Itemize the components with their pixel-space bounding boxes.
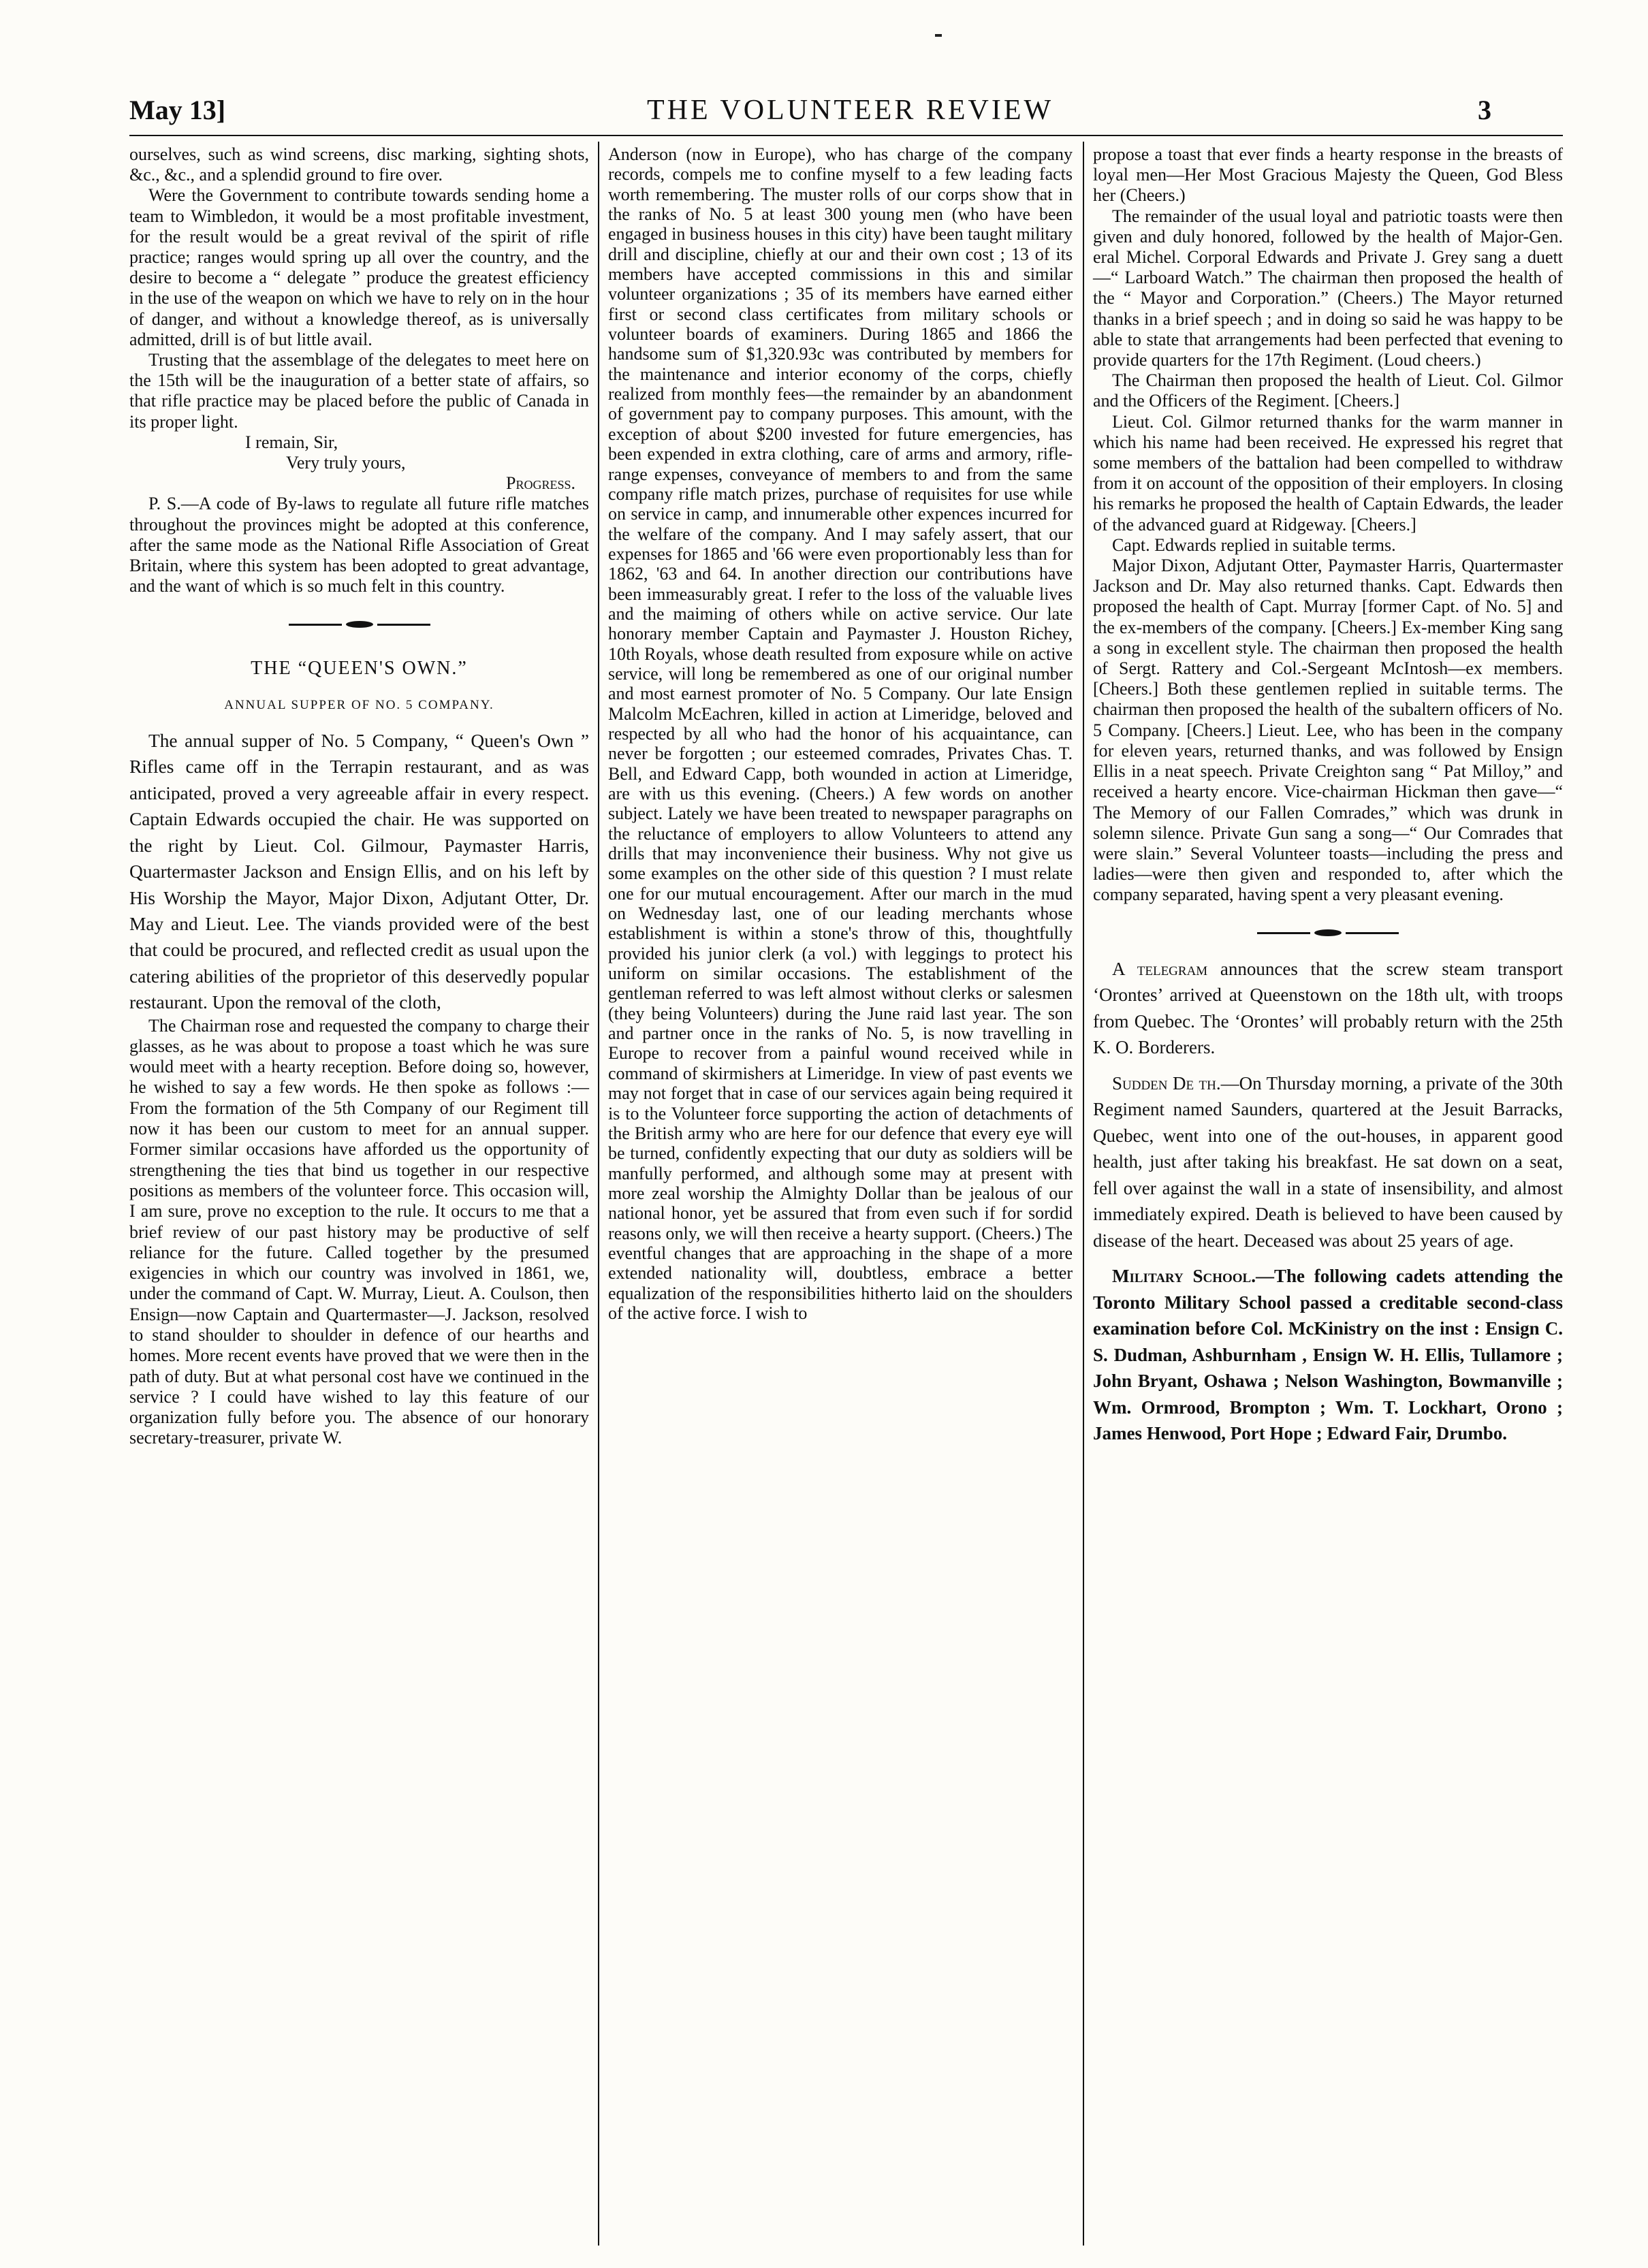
column-three [1093, 144, 1563, 1447]
article-paragraph: The Chairman then proposed the health of Lieut. Col. Gilmor and the Officers of the Regiment. [Cheers.] [1093, 370, 1563, 411]
masthead-rule [129, 135, 1563, 136]
letter-closing: Very truly yours, [286, 453, 406, 473]
issue-date: May 13] [129, 95, 226, 125]
publication-title: THE VOLUNTEER REVIEW [647, 95, 1054, 126]
news-item-military-school [1093, 1263, 1563, 1447]
masthead [129, 94, 1491, 135]
article-paragraph: Major Dixon, Adjutant Otter, Paymaster Harris, Quartermaster Jackson and Dr. May also returned thanks. Capt. Edwards then proposed the health of Capt. Murray [former Capt. of No. 5] and the ex-members of the company. [Cheers.] Ex-member King sang a song in excellent style. The chairman then proposed the health of Sergt. Rattery and Col.-Sergeant McIntosh—ex members. [Cheers.] Both these gentlemen replied in suitable terms. The chairman then proposed the health of the subaltern officers of No. 5 Company. [Cheers.] Lieut. Lee, who has been in the company for eleven years, returned thanks, and was followed by Ensign Ellis in a neat speech. Private Creighton sang “ Pat Milloy,” and received a hearty encore. Vice-chairman Hickman then gave—“ The Memory of our Fallen Comrades,” which was drunk in solemn silence. Private Gun sang a song—“ Our Comrades that were slain.” Several Volunteer toasts—including the press and ladies—were then given and responded to, after which the company separated, having spent a very pleasant evening. [1093, 556, 1563, 905]
column-divider-1 [598, 142, 599, 2246]
letter-paragraph: Were the Government to contribute towards sending home a team to Wimbledon, it would be a most profitable investment, for the result would be a great revival of the spirit of rifle practice; ranges would spring up all over the country, and the desire to become a “ delegate ” produce the greatest efficiency in the use of the weapon on which we have to rely on in the hour of danger, and without a knowledge thereof, as is universally admitted, drill is of but little avail. [129, 185, 589, 349]
print-mark [935, 34, 942, 37]
news-item-lead: Military School. [1112, 1266, 1256, 1287]
article-paragraph: The annual supper of No. 5 Company, “ Queen's Own ” Rifles came off in the Terrapin restaurant, and as was anticipated, proved a very agreeable affair in every respect. Captain Edwards occupied the chair. He was supported on the right by Lieut. Col. Gilmour, Paymaster Harris, Quartermaster Jackson and Ensign Ellis, and on his left by His Worship the Mayor, Major Dixon, Adjutant Otter, Dr. May and Lieut. Lee. The viands provided were of the best that could be procured, and reflected credit as usual upon the catering abilities of the proprietor of this deservedly popular restaurant. Upon the removal of the cloth, [129, 731, 589, 1013]
letter-paragraph: ourselves, such as wind screens, disc marking, sighting shots, &c., &c., and a splendid ground to fire over. [129, 144, 589, 185]
news-item-lead: Sudden De th. [1112, 1072, 1221, 1093]
article-paragraph: The remainder of the usual loyal and patriotic toasts were then given and duly honored, followed by the health of Major-Gen. eral Michel. Corporal Edwards and Private J. Grey sang a duett—“ Larboard Watch.” The chairman then proposed the health of the “ Mayor and Corporation.” (Cheers.) The Mayor returned thanks in a brief speech ; and in doing so said he was happy to be able to state that arrangements had been perfected that evening to provide quarters for the 17th Regiment. (Loud cheers.) [1093, 206, 1563, 370]
article-paragraph: The Chairman rose and requested the company to charge their glasses, as he was about to propose a toast which he was sure would meet with a hearty reception. Before doing so, however, he wished to say a few words. He then spoke as follows :— From the formation of the 5th Company of our Regiment till now it has been our custom to meet for an annual supper. Former similar occasions have afforded us the opportunity of strengthening the ties that bind us together in our respective positions as members of the volunteer force. This occasion will, I am sure, prove no exception to the rule. It occurs to me that a brief review of our past history may be productive of self reliance for the future. Called together by the presumed exigencies in which our country was involved in 1861, we, under the command of Capt. W. Murray, Lieut. A. Coulson, then Ensign—now Captain and Quartermaster—J. Jackson, resolved to stand shoulder to shoulder in defence of our hearths and homes. More recent events have proved that we were then in the path of duty. But at what personal cost have we continued in the service ? I could have wished to lay this feature of our organization fully before you. The absence of our honorary secretary-treasurer, private W. [129, 1015, 589, 1448]
article-paragraph: Anderson (now in Europe), who has charge of the company records, compels me to confine myself to a few leading facts worth remembering. The muster rolls of our corps show that in the ranks of No. 5 at least 300 young men (who have been engaged in business houses in this city) have been taught military drill and discipline, chiefly at our and their own cost ; 13 of its members have accepted commissions in this and similar volunteer organizations ; 35 of its members have earned either first or second class certificates from military schools or volunteer boards of examiners. During 1865 and 1866 the handsome sum of $1,320.93c was contributed by members for the maintenance and interior economy of the corps, chiefly realized from monthly fees—the remainder by an abandonment of government pay to company purposes. This amount, with the exception of about $200 invested for future emergencies, has been expended in extra clothing, care of arms and armory, rifle-range expenses, conveyance of members to and from the same company rifle match prizes, purchase of requisites for use while on service in camp, and innumerable other expences incurred for the welfare of the company. And I may safely assert, that our expenses for 1865 and '66 were even proportionably less than for 1862, '63 and 64. In another direction our contributions have been immeasurably great. I refer to the loss of the valuable lives and the maiming of others while on active service. Our late honorary member Captain and Paymaster J. Houston Richey, 10th Royals, whose death resulted from exposure while on active service, will long be remembered as one of our original number and most earnest promoter of No. 5 Company. Our late Ensign Malcolm McEachren, killed in action at Limeridge, beloved and respected by all who had the honor of his acquaintance, can never be forgotten ; our esteemed comrades, Privates Chas. T. Bell, and Edward Capp, both wounded in action at Limeridge, are with us this evening. (Cheers.) A few words on another subject. Lately we have been treated to newspaper paragraphs on the reluctance of employers to allow Volunteers to attend any drills that may inconvenience their business. Why not give us some examples on the other side of this question ? I must relate one for our mutual encouragement. After our march in the mud on Wednesday last, one of our leading merchants whose establishment is within a stone's throw of this, thoughtfully provided his junior clerk (a vol.) with leggings to protect his uniform on similar occasions. The establishment of the gentleman referred to was left almost without clerks or salesmen (they being Volunteers) during the June raid last year. The son and partner once in the ranks of No. 5, is now travelling in Europe to recover from a painful wound received while in command of skirmishers at Limeridge. In view of past events we may not forget that in case of our services again being required it is to the Volunteer force supporting the action of detachments of the British army who are here for our defence that every eye will be turned, confidently expecting that our duty as soldiers will be manfully performed, and although some may at present with more zeal worship the Almighty Dollar than be jealous of our national honor, yet be assured that from even such if for sordid reasons only, we will then receive a hearty support. (Cheers.) The eventful changes that are approaching in the shape of a more extended nationality will, doubtless, embrace a better equalization of the responsibilities hitherto laid on the shoulders of the active force. I wish to [608, 144, 1073, 1323]
postscript: P. S.—A code of By-laws to regulate all future rifle matches throughout the provinces might be adopted at this conference, after the same mode as the National Rifle Association of Great Britain, where this system has been adopted to great advantage, and the want of which is so much felt in this country. [129, 494, 589, 596]
news-item-body: announces that the screw steam transport ‘Orontes’ arrived at Queenstown on the 18th ult, with troops from Quebec. The ‘Orontes’ will probably return with the 25th K. O. Borderers. [1093, 958, 1563, 1058]
news-item-lead: A telegram [1112, 958, 1208, 979]
letter-closing: I remain, Sir, [245, 432, 338, 452]
section-ornament [129, 613, 589, 633]
article-paragraph: propose a toast that ever finds a hearty response in the breasts of loyal men—Her Most Gracious Majesty the Queen, God Bless her (Cheers.) [1093, 144, 1563, 206]
article-paragraph: Capt. Edwards replied in suitable terms. [1112, 534, 1396, 555]
article-subheading: ANNUAL SUPPER OF NO. 5 COMPANY. [224, 697, 494, 712]
column-two [608, 144, 1073, 1323]
article-heading: THE “QUEEN'S OWN.” [251, 657, 468, 679]
column-divider-2 [1083, 142, 1084, 2246]
letter-signature: Progress. [506, 473, 575, 494]
news-item-telegram [1093, 956, 1563, 1061]
news-item-body: —The following cadets attending the Toronto Military School passed a creditable second-class examination before Col. McKinistry on the inst : Ensign C. S. Dudman, Ashburnham , Ensign W. H. Ellis, Tullamore ; John Bryant, Oshawa ; Nelson Washington, Bowmanville ; Wm. Ormrood, Brompton ; Wm. T. Lockhart, Orono ; James Henwood, Port Hope ; Edward Fair, Drumbo. [1093, 1266, 1564, 1444]
news-item-sudden-death [1093, 1070, 1563, 1254]
column-one [129, 144, 589, 1449]
article-paragraph: Lieut. Col. Gilmor returned thanks for the warm manner in which his name had been received. He expressed his regret that some members of the battalion had been compelled to withdraw from it on account of the opposition of their employers. In closing his remarks he proposed the health of Captain Edwards, the leader of the advanced guard at Ridgeway. [Cheers.] [1093, 411, 1563, 534]
letter-paragraph: Trusting that the assemblage of the delegates to meet here on the 15th will be the inauguration of a better state of affairs, so that rifle practice may be placed before the public of Canada in its proper light. [129, 350, 589, 432]
news-item-body: —On Thursday morning, a private of the 30th Regiment named Saunders, quartered at the Jesuit Barracks, Quebec, went into one of the out-houses, in apparent good health, just after taking his breakfast. He sat down on a seat, fell over against the wall in a state of insensibility, and almost immediately expired. Death is believed to have been caused by disease of the heart. Deceased was about 25 years of age. [1093, 1072, 1563, 1251]
page-number: 3 [1478, 95, 1491, 125]
section-ornament [1093, 922, 1563, 942]
